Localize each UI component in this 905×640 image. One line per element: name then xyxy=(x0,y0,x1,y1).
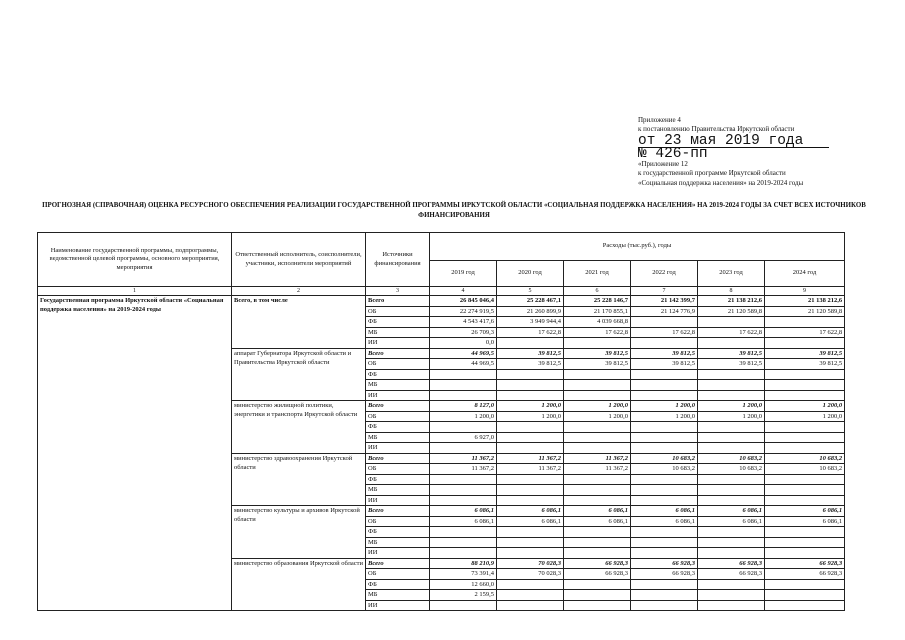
value-cell xyxy=(631,495,698,506)
value-cell xyxy=(698,548,765,559)
value-cell xyxy=(497,432,564,443)
value-cell xyxy=(765,548,845,559)
value-cell xyxy=(698,390,765,401)
value-cell xyxy=(564,422,631,433)
value-cell: 1 200,0 xyxy=(698,401,765,412)
value-cell xyxy=(430,495,497,506)
col-number: 6 xyxy=(564,287,631,296)
value-cell xyxy=(698,380,765,391)
value-cell: 66 928,3 xyxy=(698,558,765,569)
value-cell xyxy=(564,443,631,454)
value-cell: 70 028,3 xyxy=(497,569,564,580)
appendix-header xyxy=(638,116,888,188)
value-cell xyxy=(497,548,564,559)
value-cell xyxy=(564,390,631,401)
value-cell: 6 086,1 xyxy=(631,516,698,527)
value-cell xyxy=(631,338,698,349)
value-cell xyxy=(430,548,497,559)
col-header-executor: Ответственный исполнитель, соисполнители, участники, исполнители мероприятий xyxy=(232,233,366,287)
value-cell: 10 683,2 xyxy=(698,453,765,464)
value-cell: 22 274 919,5 xyxy=(430,306,497,317)
value-cell: 1 200,0 xyxy=(631,411,698,422)
program-reference: к государственной программе Иркутской области xyxy=(638,169,786,178)
value-cell xyxy=(765,600,845,611)
value-cell: 66 928,3 xyxy=(564,569,631,580)
value-cell xyxy=(631,527,698,538)
col-number: 3 xyxy=(366,287,430,296)
value-cell: 17 622,8 xyxy=(698,327,765,338)
value-cell: 73 391,4 xyxy=(430,569,497,580)
value-cell xyxy=(765,422,845,433)
value-cell: 66 928,3 xyxy=(765,569,845,580)
source-cell: ОБ xyxy=(366,411,430,422)
decree-date: от 23 мая 2019 года xyxy=(638,135,888,148)
value-cell xyxy=(698,537,765,548)
value-cell xyxy=(497,380,564,391)
value-cell xyxy=(430,537,497,548)
col-number: 4 xyxy=(430,287,497,296)
value-cell: 10 683,2 xyxy=(631,453,698,464)
value-cell: 6 086,1 xyxy=(497,506,564,517)
value-cell xyxy=(430,390,497,401)
value-cell: 11 367,2 xyxy=(430,453,497,464)
value-cell: 11 367,2 xyxy=(430,464,497,475)
col-number: 7 xyxy=(631,287,698,296)
program-name-cell: Государственная программа Иркутской области «Социальная поддержка населения» на 2019-2024 годы xyxy=(38,296,232,611)
value-cell: 6 086,1 xyxy=(497,516,564,527)
value-cell: 88 210,9 xyxy=(430,558,497,569)
value-cell: 26 845 046,4 xyxy=(430,296,497,307)
value-cell: 1 200,0 xyxy=(497,411,564,422)
year-header: 2022 год xyxy=(631,261,698,287)
value-cell xyxy=(564,590,631,601)
value-cell: 66 928,3 xyxy=(631,558,698,569)
year-header: 2020 год xyxy=(497,261,564,287)
value-cell: 39 812,5 xyxy=(631,359,698,370)
value-cell: 1 200,0 xyxy=(765,411,845,422)
value-cell xyxy=(564,495,631,506)
value-cell xyxy=(698,369,765,380)
value-cell xyxy=(631,390,698,401)
value-cell: 70 028,3 xyxy=(497,558,564,569)
value-cell: 25 228 467,1 xyxy=(497,296,564,307)
value-cell: 1 200,0 xyxy=(564,401,631,412)
col-header-expenses: Расходы (тыс.руб.), годы xyxy=(430,233,845,261)
value-cell: 44 969,5 xyxy=(430,359,497,370)
value-cell: 39 812,5 xyxy=(564,348,631,359)
value-cell: 39 812,5 xyxy=(497,348,564,359)
value-cell: 1 200,0 xyxy=(497,401,564,412)
value-cell: 11 367,2 xyxy=(497,453,564,464)
value-cell: 10 683,2 xyxy=(631,464,698,475)
value-cell xyxy=(564,579,631,590)
value-cell: 1 200,0 xyxy=(698,411,765,422)
executor-cell: аппарат Губернатора Иркутской области и Правительства Иркутской области xyxy=(232,348,366,401)
value-cell xyxy=(497,537,564,548)
value-cell xyxy=(430,474,497,485)
resource-table xyxy=(37,232,845,611)
value-cell: 39 812,5 xyxy=(698,348,765,359)
col-header-name: Наименование государственной программы, подпрограммы, ведомственной целевой программы, основного мероприятия, мероприятия xyxy=(38,233,232,287)
value-cell xyxy=(765,380,845,391)
value-cell xyxy=(497,474,564,485)
value-cell xyxy=(765,432,845,443)
value-cell: 1 200,0 xyxy=(430,411,497,422)
value-cell: 6 086,1 xyxy=(698,506,765,517)
value-cell xyxy=(631,380,698,391)
appendix-line: Приложение 4 xyxy=(638,116,681,124)
value-cell: 21 124 776,9 xyxy=(631,306,698,317)
col-number: 5 xyxy=(497,287,564,296)
value-cell xyxy=(430,422,497,433)
value-cell xyxy=(631,579,698,590)
col-number: 2 xyxy=(232,287,366,296)
value-cell xyxy=(765,474,845,485)
executor-cell: Всего, в том числе xyxy=(232,296,366,349)
source-cell: ИИ xyxy=(366,495,430,506)
value-cell: 1 200,0 xyxy=(564,411,631,422)
program-name-reference: «Социальная поддержка населения» на 2019-2024 годы xyxy=(638,178,804,187)
value-cell: 6 086,1 xyxy=(564,516,631,527)
value-cell: 12 660,0 xyxy=(430,579,497,590)
value-cell xyxy=(631,537,698,548)
source-cell: ОБ xyxy=(366,569,430,580)
source-cell: ИИ xyxy=(366,548,430,559)
value-cell xyxy=(698,590,765,601)
year-header: 2023 год xyxy=(698,261,765,287)
value-cell xyxy=(497,579,564,590)
value-cell: 39 812,5 xyxy=(765,359,845,370)
col-number: 1 xyxy=(38,287,232,296)
value-cell: 8 127,0 xyxy=(430,401,497,412)
value-cell: 6 086,1 xyxy=(430,506,497,517)
value-cell xyxy=(497,590,564,601)
value-cell xyxy=(765,579,845,590)
year-header: 2024 год xyxy=(765,261,845,287)
value-cell xyxy=(698,527,765,538)
value-cell: 6 086,1 xyxy=(430,516,497,527)
value-cell: 21 170 855,1 xyxy=(564,306,631,317)
value-cell: 39 812,5 xyxy=(564,359,631,370)
value-cell: 3 949 944,4 xyxy=(497,317,564,328)
value-cell xyxy=(765,443,845,454)
value-cell xyxy=(765,317,845,328)
source-cell: МБ xyxy=(366,327,430,338)
value-cell xyxy=(765,390,845,401)
value-cell: 66 928,3 xyxy=(698,569,765,580)
value-cell xyxy=(564,338,631,349)
value-cell xyxy=(765,338,845,349)
source-cell: Всего xyxy=(366,558,430,569)
value-cell xyxy=(765,527,845,538)
source-cell: Всего xyxy=(366,453,430,464)
source-cell: Всего xyxy=(366,348,430,359)
value-cell xyxy=(497,495,564,506)
value-cell xyxy=(698,579,765,590)
decree-number: № 426-пп xyxy=(638,145,708,162)
value-cell xyxy=(497,443,564,454)
value-cell: 17 622,8 xyxy=(765,327,845,338)
source-cell: ИИ xyxy=(366,600,430,611)
value-cell xyxy=(564,369,631,380)
value-cell: 6 086,1 xyxy=(564,506,631,517)
executor-cell: министерство жилищной политики, энергетики и транспорта Иркутской области xyxy=(232,401,366,454)
source-cell: ФБ xyxy=(366,369,430,380)
value-cell: 2 159,5 xyxy=(430,590,497,601)
value-cell: 10 683,2 xyxy=(765,453,845,464)
value-cell xyxy=(497,369,564,380)
value-cell: 66 928,3 xyxy=(631,569,698,580)
year-header: 2019 год xyxy=(430,261,497,287)
source-cell: МБ xyxy=(366,432,430,443)
value-cell xyxy=(564,485,631,496)
value-cell xyxy=(765,537,845,548)
value-cell xyxy=(765,485,845,496)
value-cell xyxy=(430,369,497,380)
value-cell xyxy=(698,474,765,485)
source-cell: МБ xyxy=(366,380,430,391)
source-cell: МБ xyxy=(366,590,430,601)
value-cell: 21 120 589,8 xyxy=(698,306,765,317)
value-cell: 25 228 146,7 xyxy=(564,296,631,307)
value-cell: 21 260 899,9 xyxy=(497,306,564,317)
value-cell xyxy=(430,600,497,611)
source-cell: ФБ xyxy=(366,422,430,433)
source-cell: ОБ xyxy=(366,516,430,527)
value-cell: 39 812,5 xyxy=(765,348,845,359)
source-cell: ФБ xyxy=(366,317,430,328)
value-cell xyxy=(430,527,497,538)
value-cell xyxy=(497,338,564,349)
value-cell xyxy=(698,600,765,611)
value-cell xyxy=(564,474,631,485)
source-cell: Всего xyxy=(366,401,430,412)
source-cell: ИИ xyxy=(366,338,430,349)
value-cell: 4 543 417,6 xyxy=(430,317,497,328)
value-cell: 10 683,2 xyxy=(765,464,845,475)
value-cell: 17 622,8 xyxy=(497,327,564,338)
value-cell xyxy=(698,317,765,328)
value-cell xyxy=(698,432,765,443)
value-cell xyxy=(564,527,631,538)
value-cell: 66 928,3 xyxy=(765,558,845,569)
col-number: 8 xyxy=(698,287,765,296)
value-cell: 6 927,0 xyxy=(430,432,497,443)
value-cell xyxy=(698,338,765,349)
executor-cell: министерство здравоохранения Иркутской области xyxy=(232,453,366,506)
value-cell xyxy=(430,380,497,391)
value-cell: 26 709,3 xyxy=(430,327,497,338)
value-cell: 11 367,2 xyxy=(564,453,631,464)
source-cell: ФБ xyxy=(366,527,430,538)
value-cell: 17 622,8 xyxy=(564,327,631,338)
document-title: ПРОГНОЗНАЯ (СПРАВОЧНАЯ) ОЦЕНКА РЕСУРСНОГО ОБЕСПЕЧЕНИЯ РЕАЛИЗАЦИИ ГОСУДАРСТВЕННОЙ ПРОГРАММЫ ИРКУТСКОЙ ОБЛАСТИ «СОЦИАЛЬНАЯ ПОДДЕРЖКА НАСЕЛЕНИЯ» НА 2019-2024 ГОДЫ ЗА СЧЕТ ВСЕХ ИСТОЧНИКОВ ФИНАНСИРОВАНИЯ xyxy=(42,202,866,219)
col-number: 9 xyxy=(765,287,845,296)
value-cell: 1 200,0 xyxy=(631,401,698,412)
value-cell: 21 142 399,7 xyxy=(631,296,698,307)
value-cell: 6 086,1 xyxy=(765,516,845,527)
executor-cell: министерство культуры и архивов Иркутской области xyxy=(232,506,366,559)
value-cell xyxy=(765,590,845,601)
value-cell xyxy=(698,422,765,433)
appendix-line-2: «Приложение 12 xyxy=(638,159,688,168)
value-cell: 21 138 212,6 xyxy=(698,296,765,307)
value-cell xyxy=(765,495,845,506)
value-cell: 17 622,8 xyxy=(631,327,698,338)
value-cell xyxy=(698,485,765,496)
value-cell: 6 086,1 xyxy=(698,516,765,527)
value-cell xyxy=(564,537,631,548)
source-cell: Всего xyxy=(366,296,430,307)
value-cell xyxy=(564,432,631,443)
value-cell xyxy=(631,317,698,328)
value-cell xyxy=(631,600,698,611)
value-cell xyxy=(564,380,631,391)
value-cell xyxy=(698,443,765,454)
value-cell: 1 200,0 xyxy=(765,401,845,412)
source-cell: ФБ xyxy=(366,579,430,590)
value-cell: 39 812,5 xyxy=(631,348,698,359)
source-cell: МБ xyxy=(366,537,430,548)
value-cell xyxy=(497,390,564,401)
source-cell: ОБ xyxy=(366,464,430,475)
executor-cell: министерство образования Иркутской области xyxy=(232,558,366,611)
value-cell xyxy=(497,527,564,538)
value-cell xyxy=(765,369,845,380)
value-cell xyxy=(631,590,698,601)
value-cell: 6 086,1 xyxy=(631,506,698,517)
value-cell: 6 086,1 xyxy=(765,506,845,517)
source-cell: Всего xyxy=(366,506,430,517)
value-cell xyxy=(497,600,564,611)
value-cell xyxy=(631,422,698,433)
value-cell: 21 120 589,8 xyxy=(765,306,845,317)
value-cell xyxy=(631,548,698,559)
value-cell: 66 928,3 xyxy=(564,558,631,569)
value-cell xyxy=(497,485,564,496)
value-cell: 4 039 668,8 xyxy=(564,317,631,328)
value-cell: 0,0 xyxy=(430,338,497,349)
table-row xyxy=(38,296,845,307)
value-cell xyxy=(631,369,698,380)
value-cell: 11 367,2 xyxy=(564,464,631,475)
value-cell: 44 969,5 xyxy=(430,348,497,359)
appendix-reference: к постановлению Правительства Иркутской области xyxy=(638,125,795,134)
source-cell: ОБ xyxy=(366,359,430,370)
value-cell xyxy=(631,432,698,443)
year-header: 2021 год xyxy=(564,261,631,287)
value-cell xyxy=(564,600,631,611)
value-cell xyxy=(698,495,765,506)
value-cell xyxy=(564,548,631,559)
value-cell: 11 367,2 xyxy=(497,464,564,475)
source-cell: ФБ xyxy=(366,474,430,485)
source-cell: ОБ xyxy=(366,306,430,317)
value-cell xyxy=(430,443,497,454)
value-cell: 39 812,5 xyxy=(497,359,564,370)
source-cell: МБ xyxy=(366,485,430,496)
source-cell: ИИ xyxy=(366,443,430,454)
source-cell: ИИ xyxy=(366,390,430,401)
value-cell xyxy=(631,474,698,485)
value-cell: 39 812,5 xyxy=(698,359,765,370)
value-cell xyxy=(430,485,497,496)
value-cell xyxy=(497,422,564,433)
value-cell: 10 683,2 xyxy=(698,464,765,475)
value-cell xyxy=(631,485,698,496)
value-cell: 21 138 212,6 xyxy=(765,296,845,307)
col-header-source: Источники финансирования xyxy=(366,233,430,287)
value-cell xyxy=(631,443,698,454)
